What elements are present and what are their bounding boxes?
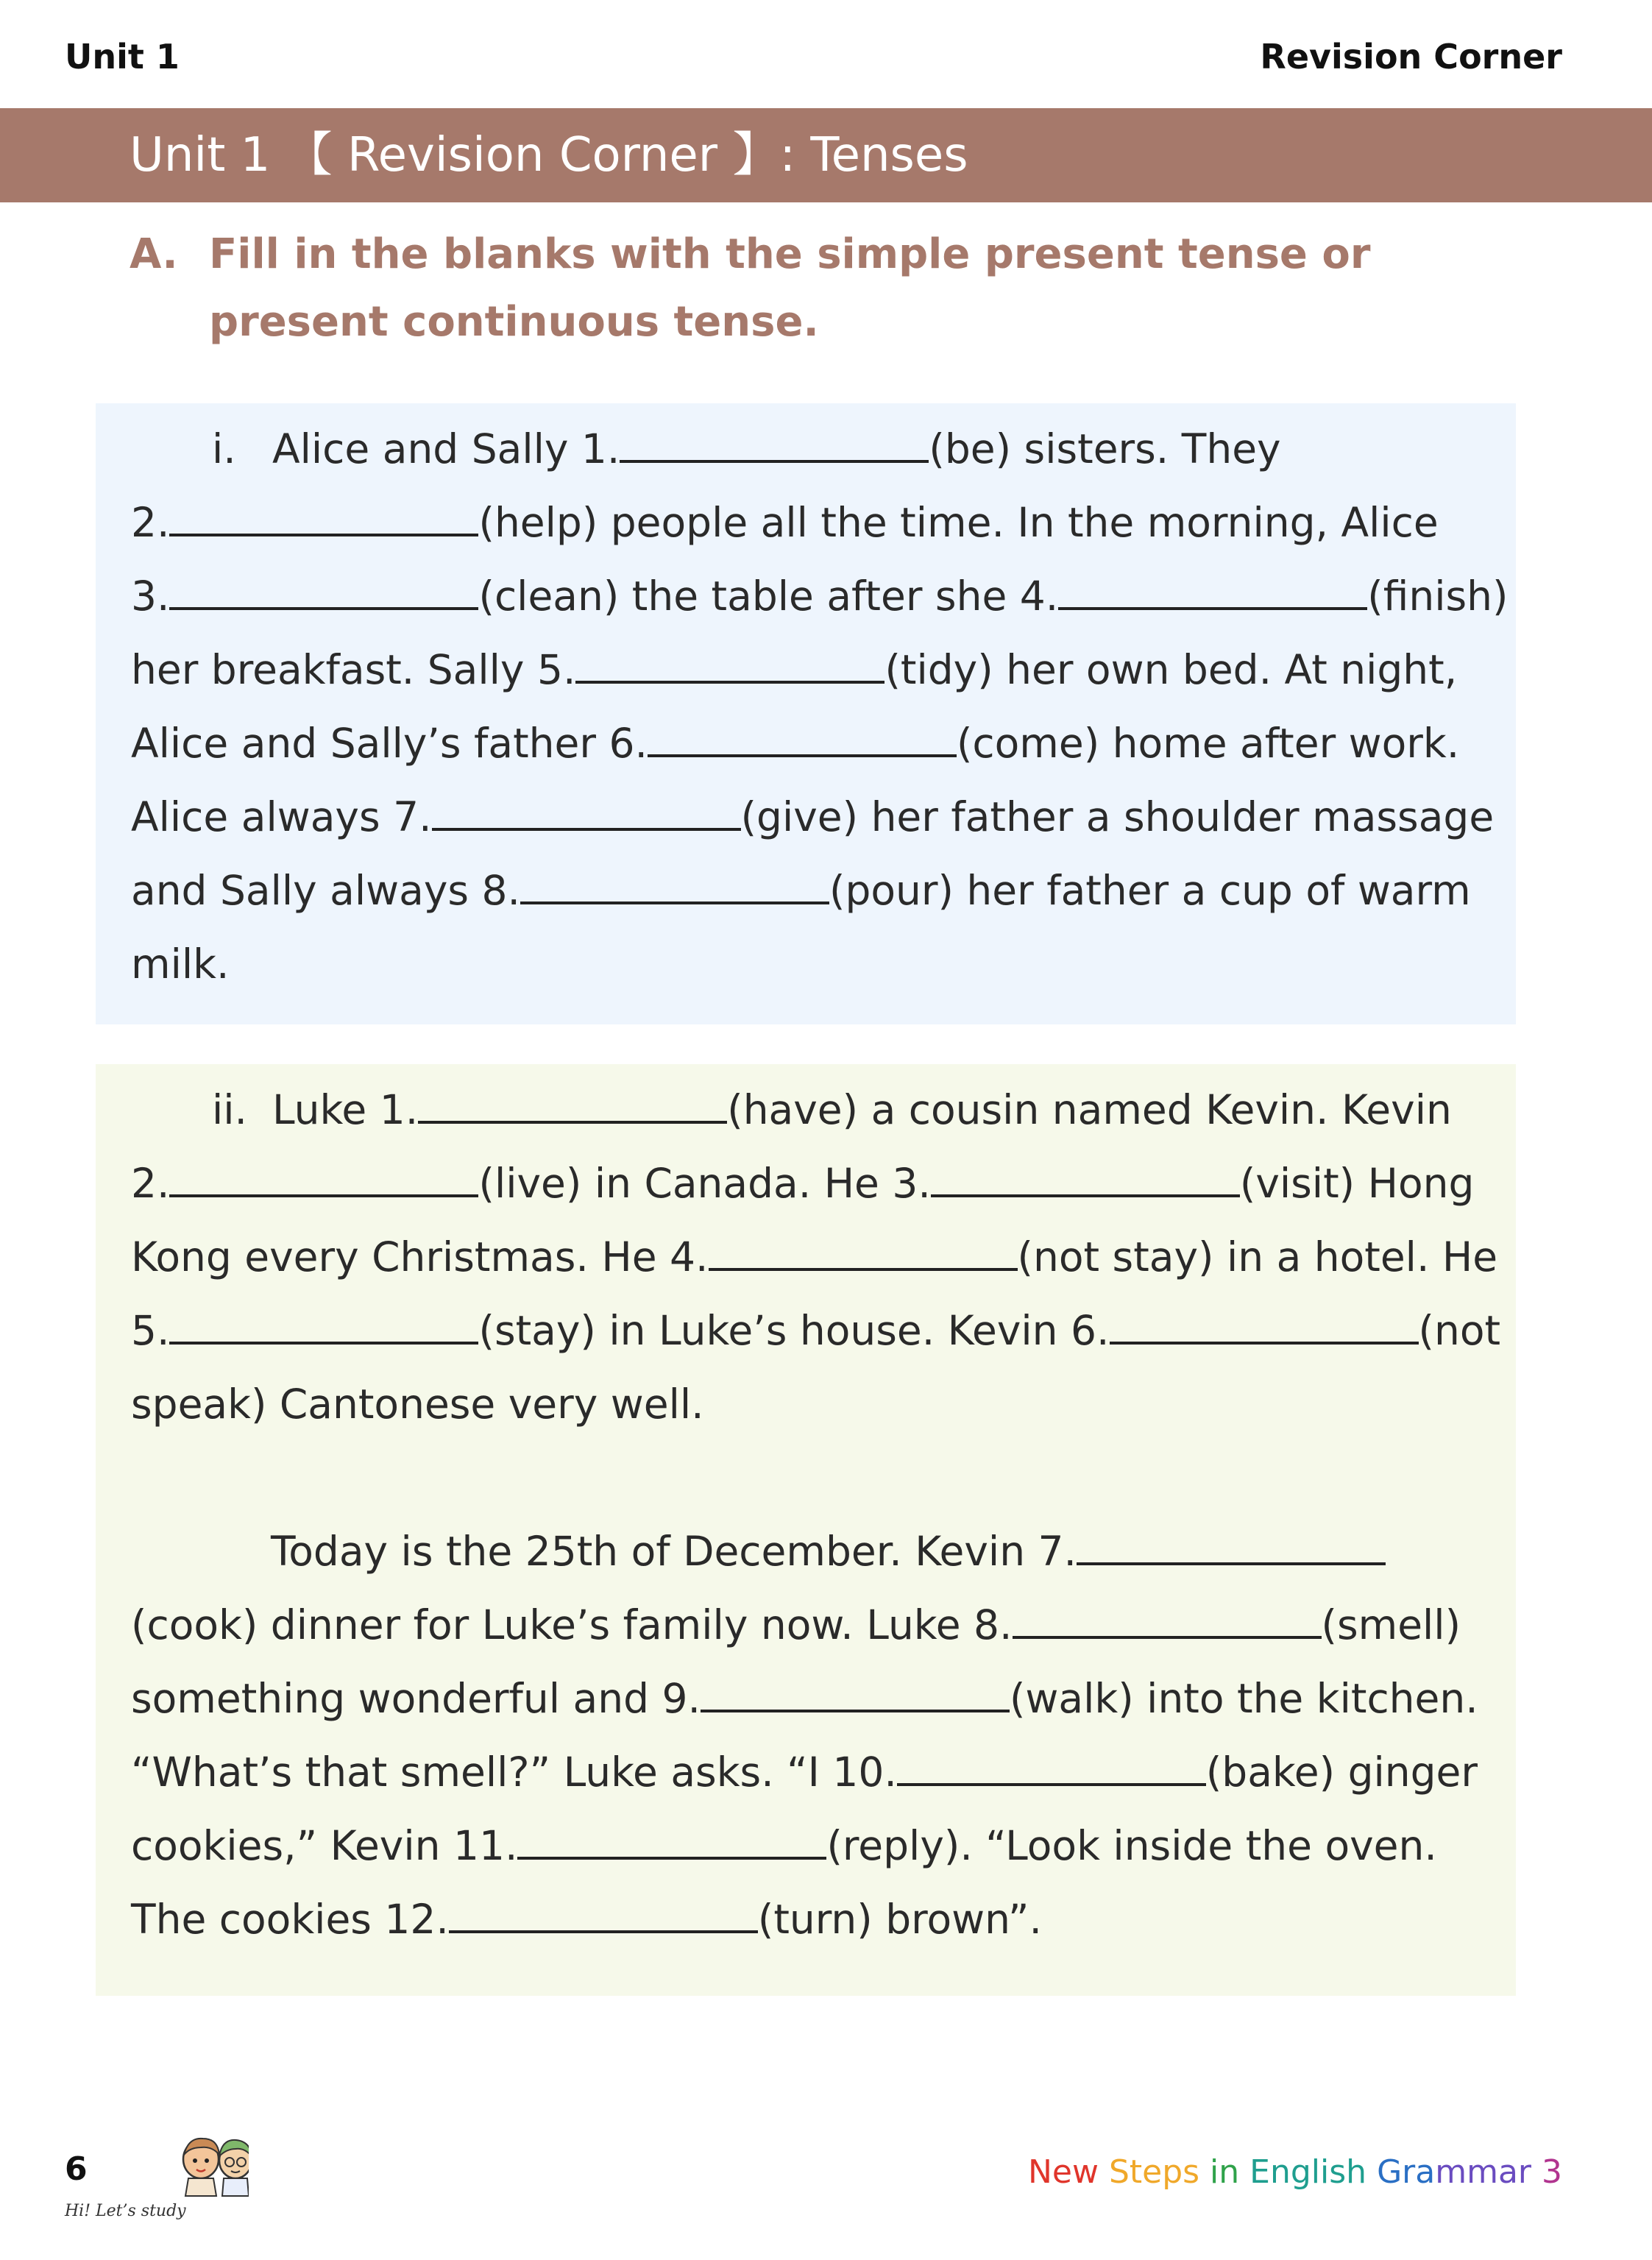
passage-line — [131, 1147, 1479, 1220]
instruction-letter: A. — [130, 230, 178, 278]
answer-blank-5[interactable] — [169, 1309, 478, 1345]
passage-line — [131, 1073, 1479, 1147]
page-title: Unit 1 【 Revision Corner 】: Tenses — [0, 108, 1652, 202]
passage-line — [131, 1882, 1479, 1956]
passage-text: 2. — [131, 1160, 170, 1207]
passage-text: milk. — [131, 941, 230, 988]
passage-text: and Sally always 8. — [131, 867, 520, 914]
answer-blank-1[interactable] — [620, 428, 929, 463]
book-title-word: Steps — [1108, 2153, 1200, 2191]
book-title-word: 3 — [1542, 2153, 1562, 2191]
answer-blank-3[interactable] — [931, 1162, 1240, 1197]
running-header — [65, 37, 1562, 81]
book-title-word: New — [1027, 2153, 1099, 2191]
passage-line — [131, 1662, 1479, 1735]
passage-text: (help) people all the time. In the morning, Alice — [478, 499, 1439, 546]
passage-text: (stay) in Luke’s house. Kevin 6. — [478, 1307, 1110, 1354]
passage-text: 3. — [131, 573, 170, 620]
passage-text: Alice and Sally’s father 6. — [131, 720, 648, 767]
passage-text: (pour) her father a cup of warm — [829, 867, 1471, 914]
answer-blank-4[interactable] — [1058, 575, 1367, 610]
book-title-word: in — [1210, 2153, 1240, 2191]
passage-text: (not stay) in a hotel. He — [1017, 1233, 1498, 1280]
mascot-caption: Hi! Let’s study — [65, 2202, 186, 2220]
passage-line — [131, 1809, 1479, 1882]
passage-text: (cook) dinner for Luke’s family now. Luke 8. — [131, 1601, 1013, 1648]
passage-line — [131, 1515, 1479, 1588]
book-title — [1028, 2153, 1562, 2191]
passage-text: The cookies 12. — [131, 1896, 449, 1943]
answer-blank-6[interactable] — [648, 722, 957, 757]
passage-text: 2. — [131, 499, 170, 546]
book-title-word: English — [1249, 2153, 1367, 2191]
passage-text: (tidy) her own bed. At night, — [885, 646, 1458, 693]
passage-text: speak) Cantonese very well. — [131, 1381, 704, 1428]
answer-blank-11[interactable] — [517, 1824, 826, 1860]
passage-text: “What’s that smell?” Luke asks. “I 10. — [131, 1749, 897, 1796]
answer-blank-9[interactable] — [701, 1677, 1010, 1712]
passage-text: her breakfast. Sally 5. — [131, 646, 576, 693]
passage-text: (smell) — [1321, 1601, 1461, 1648]
passage-text: (come) home after work. — [956, 720, 1460, 767]
answer-blank-8[interactable] — [1013, 1604, 1322, 1639]
passage-line — [131, 854, 1479, 927]
answer-blank-12[interactable] — [449, 1898, 758, 1933]
page-footer — [65, 2134, 1562, 2222]
passage-ii-panel — [96, 1064, 1516, 1996]
passage-text: (visit) Hong — [1239, 1160, 1475, 1207]
page-number: 6 — [65, 2150, 88, 2188]
passage-text: (reply). “Look inside the oven. — [826, 1822, 1437, 1869]
passage-text: Kong every Christmas. He 4. — [131, 1233, 709, 1280]
answer-blank-5[interactable] — [575, 648, 885, 684]
passage-text: (turn) brown”. — [757, 1896, 1042, 1943]
passage-line — [131, 1588, 1479, 1662]
passage-text: (not — [1418, 1307, 1501, 1354]
passage-text: Alice always 7. — [131, 793, 432, 840]
passage-text: (live) in Canada. He 3. — [478, 1160, 931, 1207]
passage-text: something wonderful and 9. — [131, 1675, 701, 1722]
passage-line — [131, 633, 1479, 706]
answer-blank-1[interactable] — [418, 1088, 727, 1124]
passage-line — [131, 706, 1479, 780]
passage-text: Today is the 25th of December. Kevin 7. — [271, 1528, 1077, 1575]
passage-line — [131, 927, 1479, 1001]
passage-text: (give) her father a shoulder massage — [740, 793, 1495, 840]
passage-line — [131, 1367, 1479, 1441]
passage-i-panel — [96, 403, 1516, 1024]
passage-text: (have) a cousin named Kevin. Kevin — [727, 1086, 1452, 1133]
answer-blank-2[interactable] — [169, 1162, 478, 1197]
book-title-word: Gra — [1377, 2153, 1436, 2191]
answer-blank-2[interactable] — [169, 501, 478, 536]
passage-line — [131, 1294, 1501, 1367]
passage-numeral: i. — [212, 425, 236, 472]
passage-text: (finish) — [1367, 573, 1509, 620]
instruction-text: Fill in the blanks with the simple present tense or present continuous tense. — [209, 230, 1371, 346]
paragraph-gap — [131, 1441, 1479, 1515]
passage-text: (be) sisters. They — [929, 425, 1281, 472]
passage-line — [131, 412, 1479, 486]
passage-text: (clean) the table after she 4. — [478, 573, 1059, 620]
passage-text: cookies,” Kevin 11. — [131, 1822, 518, 1869]
passage-text: Luke 1. — [272, 1086, 419, 1133]
answer-blank-7[interactable] — [432, 796, 741, 831]
answer-blank-3[interactable] — [169, 575, 478, 610]
passage-text: (walk) into the kitchen. — [1009, 1675, 1478, 1722]
passage-text: 5. — [131, 1307, 170, 1354]
answer-blank-6[interactable] — [1110, 1309, 1419, 1345]
instruction — [130, 221, 1528, 356]
passage-numeral: ii. — [212, 1086, 248, 1133]
passage-line — [131, 486, 1479, 559]
passage-line — [131, 1735, 1479, 1809]
passage-line — [131, 1220, 1498, 1294]
answer-blank-10[interactable] — [897, 1751, 1206, 1786]
book-title-word: mmar — [1435, 2153, 1531, 2191]
answer-blank-8[interactable] — [520, 869, 829, 904]
unit-label: Unit 1 — [65, 37, 180, 77]
section-label: Revision Corner — [1260, 37, 1562, 77]
answer-blank-4[interactable] — [709, 1236, 1018, 1271]
passage-text: Alice and Sally 1. — [272, 425, 620, 472]
passage-line — [131, 559, 1509, 633]
passage-line — [131, 780, 1495, 854]
answer-blank-7[interactable] — [1077, 1530, 1386, 1565]
passage-text: (bake) ginger — [1205, 1749, 1478, 1796]
